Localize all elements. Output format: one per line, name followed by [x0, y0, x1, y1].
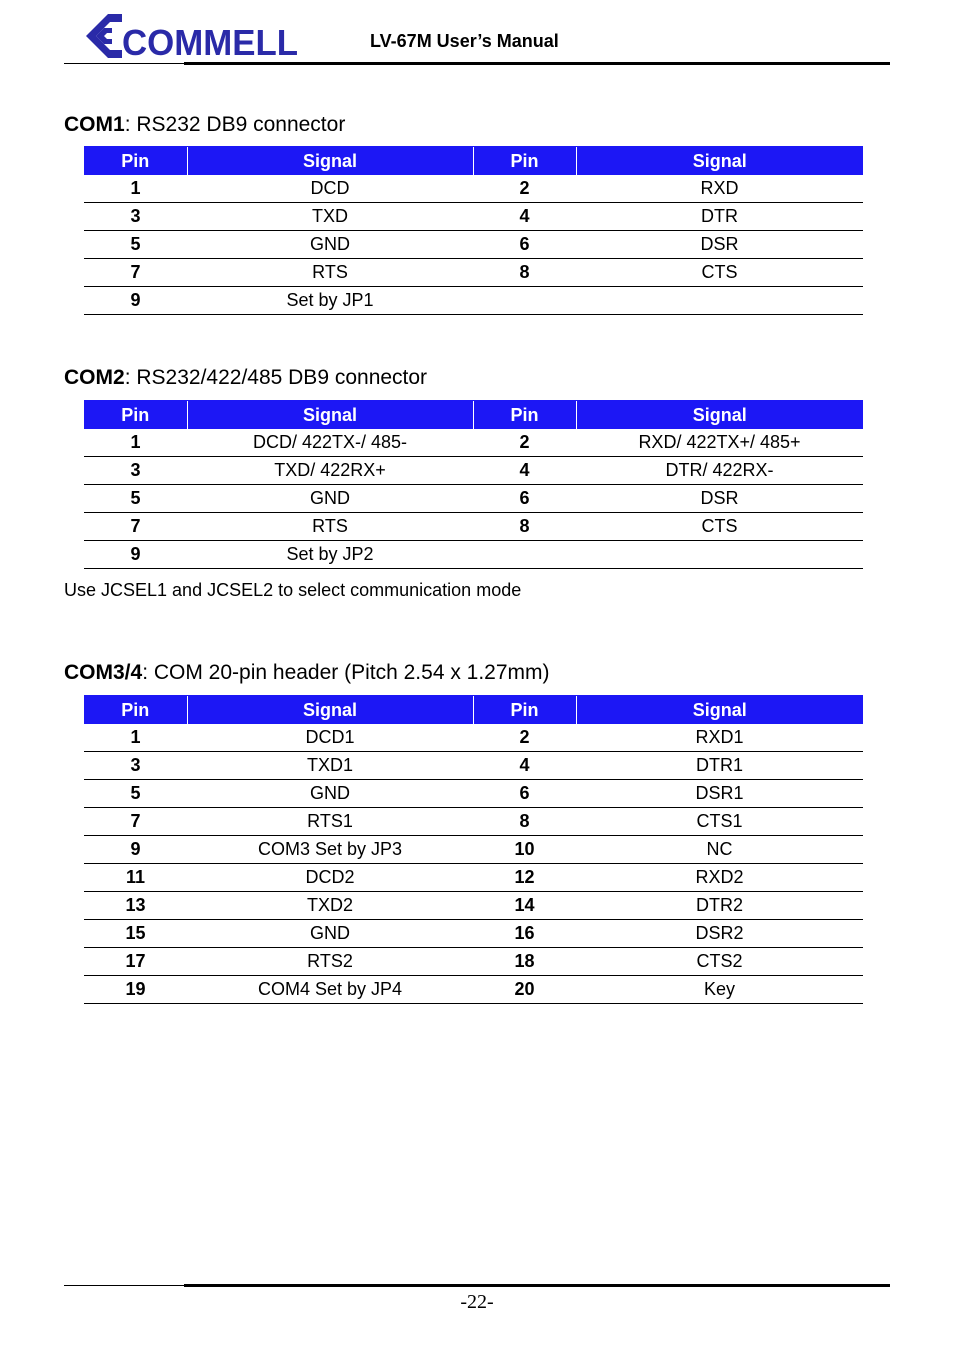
com34-pin-table	[84, 695, 863, 1004]
svg-text:COMMELL: COMMELL	[122, 22, 298, 62]
commell-logo	[78, 6, 304, 62]
signal-name-cell: RXD1	[576, 724, 863, 752]
pin-number-cell: 20	[473, 976, 576, 1004]
pin-number-cell: 9	[84, 541, 187, 569]
pin-number-cell: 1	[84, 175, 187, 203]
pin-number-cell: 9	[84, 836, 187, 864]
table-row	[84, 836, 863, 864]
table-row	[84, 175, 863, 203]
pin-number-cell: 3	[84, 203, 187, 231]
pin-number-cell: 15	[84, 920, 187, 948]
pin-number-cell: 4	[473, 203, 576, 231]
table-row	[84, 429, 863, 457]
table-row	[84, 485, 863, 513]
signal-name-cell: RTS2	[187, 948, 473, 976]
com2-label: COM2	[64, 366, 125, 389]
pin-number-cell	[473, 287, 576, 315]
pin-column-header: Pin	[84, 696, 187, 725]
pin-number-cell: 7	[84, 513, 187, 541]
signal-name-cell: RXD/ 422TX+/ 485+	[576, 429, 863, 457]
pin-number-cell: 3	[84, 752, 187, 780]
table-row	[84, 231, 863, 259]
pin-number-cell: 9	[84, 287, 187, 315]
signal-column-header: Signal	[187, 147, 473, 176]
signal-name-cell: GND	[187, 485, 473, 513]
pin-number-cell: 18	[473, 948, 576, 976]
signal-column-header: Signal	[576, 696, 863, 725]
signal-name-cell: RTS	[187, 513, 473, 541]
com2-pin-table	[84, 400, 863, 569]
signal-name-cell: DCD2	[187, 864, 473, 892]
manual-title: LV-67M User’s Manual	[370, 31, 559, 51]
pin-number-cell: 8	[473, 808, 576, 836]
pin-number-cell: 5	[84, 780, 187, 808]
pin-column-header: Pin	[473, 401, 576, 430]
signal-name-cell: DTR1	[576, 752, 863, 780]
signal-name-cell: RTS	[187, 259, 473, 287]
com1-pin-table	[84, 146, 863, 315]
pin-number-cell: 14	[473, 892, 576, 920]
signal-name-cell: DSR	[576, 231, 863, 259]
signal-name-cell: TXD/ 422RX+	[187, 457, 473, 485]
pin-number-cell: 3	[84, 457, 187, 485]
signal-name-cell: DCD	[187, 175, 473, 203]
pin-number-cell: 11	[84, 864, 187, 892]
table-row	[84, 920, 863, 948]
table-row	[84, 864, 863, 892]
signal-name-cell: TXD	[187, 203, 473, 231]
com2-mode-note: Use JCSEL1 and JCSEL2 to select communication mode	[64, 580, 522, 600]
com2-heading	[64, 366, 427, 390]
table-row	[84, 948, 863, 976]
signal-name-cell	[576, 541, 863, 569]
pin-number-cell: 1	[84, 724, 187, 752]
signal-name-cell: GND	[187, 780, 473, 808]
signal-column-header: Signal	[576, 401, 863, 430]
com1-label: COM1	[64, 113, 125, 136]
table-header-row	[84, 696, 863, 725]
pin-number-cell: 7	[84, 808, 187, 836]
table-row	[84, 752, 863, 780]
pin-number-cell	[473, 541, 576, 569]
pin-number-cell: 10	[473, 836, 576, 864]
signal-name-cell: DSR	[576, 485, 863, 513]
table-row	[84, 541, 863, 569]
table-row	[84, 780, 863, 808]
footer-rule	[64, 1284, 890, 1287]
signal-name-cell: Set by JP1	[187, 287, 473, 315]
com1-heading	[64, 113, 345, 137]
pin-number-cell: 2	[473, 724, 576, 752]
table-row	[84, 513, 863, 541]
header-rule	[64, 62, 890, 65]
pin-number-cell: 7	[84, 259, 187, 287]
signal-name-cell: CTS1	[576, 808, 863, 836]
pin-number-cell: 1	[84, 429, 187, 457]
pin-column-header: Pin	[84, 147, 187, 176]
signal-column-header: Signal	[187, 696, 473, 725]
pin-column-header: Pin	[473, 147, 576, 176]
signal-name-cell: TXD1	[187, 752, 473, 780]
table-row	[84, 976, 863, 1004]
pin-number-cell: 16	[473, 920, 576, 948]
signal-name-cell: DTR2	[576, 892, 863, 920]
pin-number-cell: 6	[473, 780, 576, 808]
pin-number-cell: 4	[473, 457, 576, 485]
table-row	[84, 287, 863, 315]
signal-name-cell: CTS	[576, 513, 863, 541]
signal-name-cell: GND	[187, 920, 473, 948]
pin-number-cell: 6	[473, 231, 576, 259]
signal-name-cell: DSR1	[576, 780, 863, 808]
pin-number-cell: 5	[84, 231, 187, 259]
signal-name-cell: TXD2	[187, 892, 473, 920]
pin-number-cell: 2	[473, 175, 576, 203]
pin-number-cell: 17	[84, 948, 187, 976]
pin-number-cell: 8	[473, 513, 576, 541]
pin-number-cell: 12	[473, 864, 576, 892]
table-row	[84, 892, 863, 920]
signal-column-header: Signal	[187, 401, 473, 430]
signal-name-cell	[576, 287, 863, 315]
signal-name-cell: COM3 Set by JP3	[187, 836, 473, 864]
pin-column-header: Pin	[84, 401, 187, 430]
signal-name-cell: CTS	[576, 259, 863, 287]
signal-name-cell: DTR	[576, 203, 863, 231]
signal-name-cell: DTR/ 422RX-	[576, 457, 863, 485]
signal-name-cell: DSR2	[576, 920, 863, 948]
pin-number-cell: 6	[473, 485, 576, 513]
pin-column-header: Pin	[473, 696, 576, 725]
pin-number-cell: 4	[473, 752, 576, 780]
com34-description: : COM 20-pin header (Pitch 2.54 x 1.27mm)	[142, 661, 550, 684]
table-row	[84, 808, 863, 836]
page-number: -22-	[460, 1291, 494, 1313]
com2-description: : RS232/422/485 DB9 connector	[124, 366, 428, 389]
table-header-row	[84, 147, 863, 176]
signal-name-cell: RXD	[576, 175, 863, 203]
com1-description: : RS232 DB9 connector	[124, 113, 346, 136]
signal-name-cell: GND	[187, 231, 473, 259]
table-row	[84, 259, 863, 287]
pin-number-cell: 5	[84, 485, 187, 513]
signal-name-cell: COM4 Set by JP4	[187, 976, 473, 1004]
signal-column-header: Signal	[576, 147, 863, 176]
pin-number-cell: 19	[84, 976, 187, 1004]
signal-name-cell: CTS2	[576, 948, 863, 976]
pin-number-cell: 2	[473, 429, 576, 457]
pin-number-cell: 8	[473, 259, 576, 287]
signal-name-cell: RXD2	[576, 864, 863, 892]
table-row	[84, 724, 863, 752]
signal-name-cell: NC	[576, 836, 863, 864]
signal-name-cell: DCD1	[187, 724, 473, 752]
signal-name-cell: RTS1	[187, 808, 473, 836]
signal-name-cell: Key	[576, 976, 863, 1004]
signal-name-cell: DCD/ 422TX-/ 485-	[187, 429, 473, 457]
com34-heading	[64, 661, 550, 685]
com34-label: COM3/4	[64, 661, 143, 684]
signal-name-cell: Set by JP2	[187, 541, 473, 569]
pin-number-cell: 13	[84, 892, 187, 920]
table-row	[84, 457, 863, 485]
table-header-row	[84, 401, 863, 430]
table-row	[84, 203, 863, 231]
